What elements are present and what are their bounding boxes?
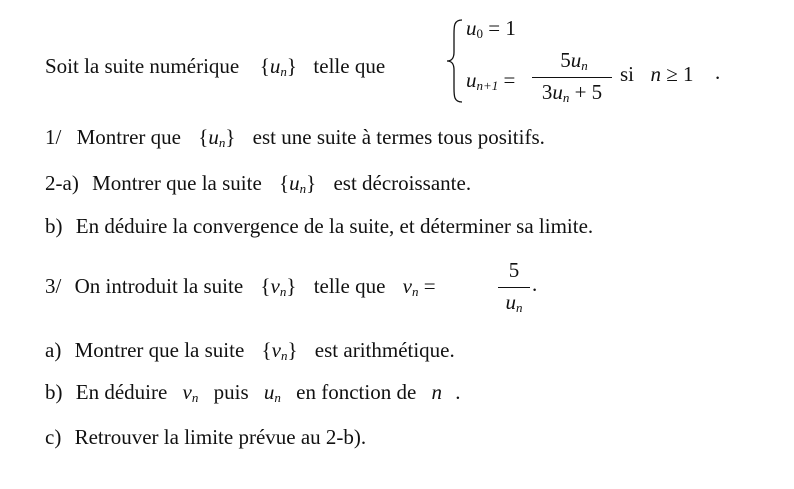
system-case-1: $u_0 = 1$ <box>466 16 516 41</box>
system-brace-icon <box>446 18 464 104</box>
question-2a: 2-a) Montrer que la suite $\{u_n\}$ est décroissante. <box>45 171 472 196</box>
system-condition: si n ≥ 1 <box>620 62 694 86</box>
question-3b: b) En déduire $v_n$ puis $u_n$ en fonction de n . <box>45 380 461 405</box>
system-case-2-lhs: $u_{n+1}$ = <box>466 68 516 93</box>
intro-suffix: telle que <box>313 54 386 78</box>
question-1: 1/ Montrer que $\{u_n\}$ est une suite à termes tous positifs. <box>45 125 545 150</box>
question-2b: b) En déduire la convergence de la suite, et déterminer sa limite. <box>45 214 594 238</box>
intro-prefix: Soit la suite numérique <box>45 54 240 78</box>
vn-fraction-bar <box>498 287 530 288</box>
question-3a: a) Montrer que la suite $\{v_n\}$ est arithmétique. <box>45 338 455 363</box>
vn-fraction-numerator: 5 <box>508 258 520 282</box>
question-3-end: . <box>532 272 538 296</box>
intro-end-dot: . <box>715 60 721 84</box>
fraction-denominator: $3u_n + 5$ <box>541 80 603 105</box>
fraction-bar <box>532 77 612 78</box>
question-3: 3/ On introduit la suite $\{v_n\}$ telle que $v_n$ = <box>45 274 436 299</box>
question-3c: c) Retrouver la limite prévue au 2-b). <box>45 425 367 449</box>
vn-fraction-denominator: $u_n$ <box>505 290 523 315</box>
seq-u-braces: $\{u_n\}$ <box>259 54 297 79</box>
fraction-numerator: $5u_n$ <box>560 48 588 73</box>
intro-line <box>45 54 385 79</box>
